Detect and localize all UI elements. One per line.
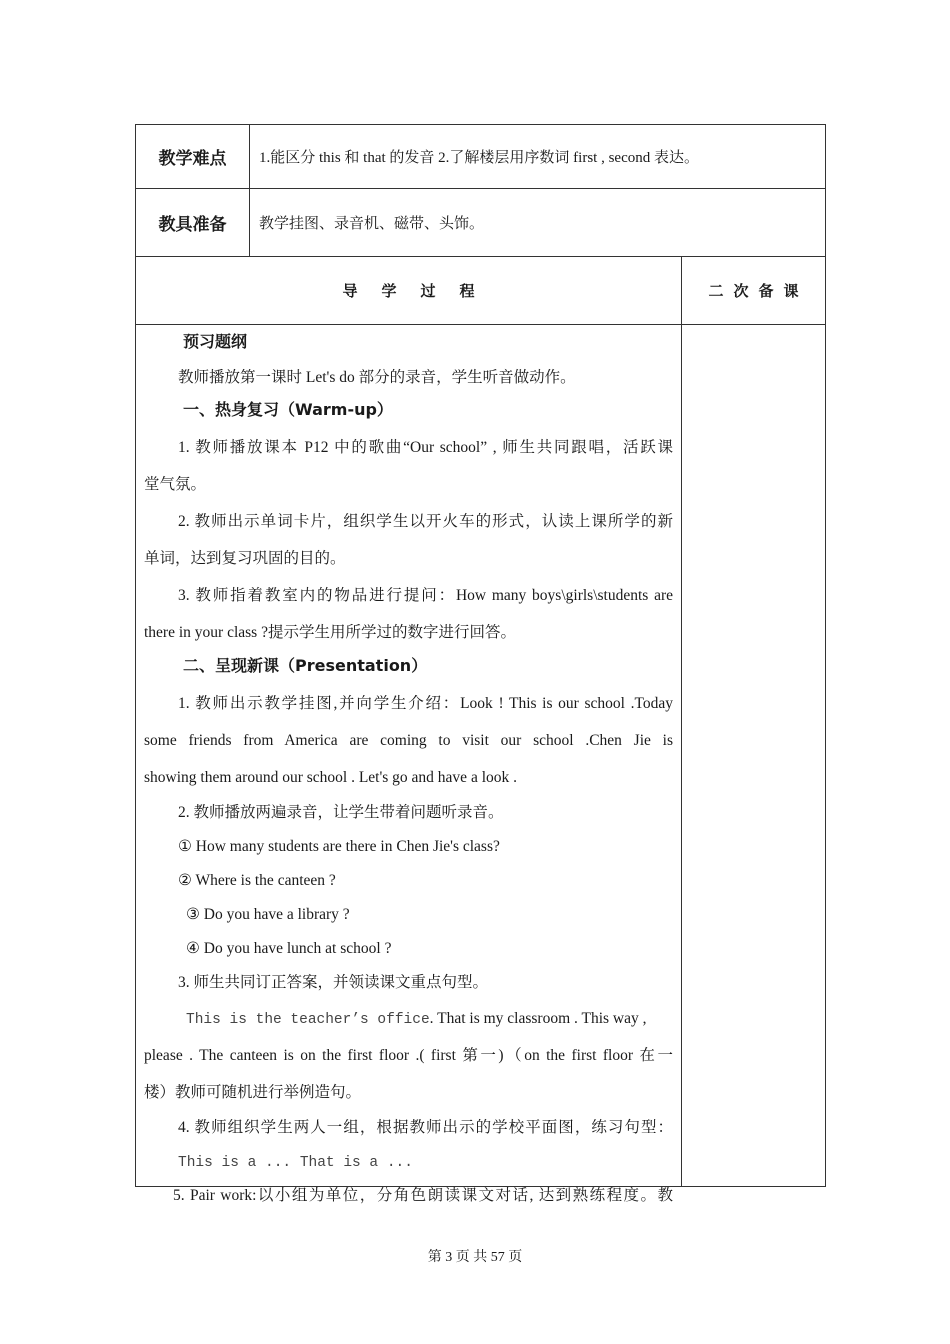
question-4: ④ Do you have lunch at school ? xyxy=(186,940,392,957)
presentation-item-1-cont2: showing them around our school . Let's go and have a look . xyxy=(144,769,517,786)
presentation-item-4: 4. 教师组织学生两人一组，根据教师出示的学校平面图，练习句型： xyxy=(178,1119,673,1136)
difficulty-value: 1.能区分 this 和 that 的发音 2.了解楼层用序数词 first , second 表达。 xyxy=(250,125,826,189)
presentation-item-5: 5. Pair work:以小组为单位，分角色朗读课文对话, 达到熟练程度。教 xyxy=(173,1187,673,1204)
key-sentence-rest: . That is my classroom . This way , xyxy=(429,1010,647,1027)
warmup-item-2: 2. 教师出示单词卡片，组织学生以开火车的形式，认读上课所学的新 xyxy=(178,513,673,530)
content-row xyxy=(136,325,826,1187)
warmup-item-3: 3. 教师指着教室内的物品进行提问：How many boys\girls\students are xyxy=(178,587,673,604)
warmup-item-3-cont: there in your class ?提示学生用所学过的数字进行回答。 xyxy=(144,624,516,641)
key-sentence-line xyxy=(144,1000,673,1037)
warmup-item-1-cont: 堂气氛。 xyxy=(144,476,207,493)
presentation-item-1: 1. 教师出示教学挂图,并向学生介绍：Look ! This is our school .Today xyxy=(178,695,673,712)
presentation-item-1-cont: some friends from America are coming to visit our school .Chen Jie is xyxy=(144,732,673,749)
key-sentence-cont: please . The canteen is on the first floor .( first 第一)（on the first floor 在一 xyxy=(144,1047,673,1064)
sentence-pattern xyxy=(144,1145,673,1179)
key-sentence-cont2: 楼）教师可随机进行举例造句。 xyxy=(144,1084,362,1101)
presentation-item-2: 2. 教师播放两遍录音，让学生带着问题听录音。 xyxy=(178,804,504,821)
difficulty-label: 教学难点 xyxy=(136,125,250,189)
question-3: ③ Do you have a library ? xyxy=(186,906,350,923)
second-prep-content xyxy=(682,325,826,1187)
difficulty-row xyxy=(136,125,826,189)
presentation-item-3: 3. 师生共同订正答案，并领读课文重点句型。 xyxy=(178,974,489,991)
materials-value: 教学挂图、录音机、磁带、头饰。 xyxy=(250,189,826,257)
presentation-title: 二、呈现新课（Presentation） xyxy=(183,656,428,675)
warmup-title: 一、热身复习（Warm-up） xyxy=(183,400,393,419)
question-1: ① How many students are there in Chen Jie's class? xyxy=(178,838,500,855)
materials-label: 教具准备 xyxy=(136,189,250,257)
lesson-plan-table xyxy=(135,124,826,1204)
page-number: 第 3 页 共 57 页 xyxy=(427,1250,523,1265)
warmup-item-2-cont: 单词，达到复习巩固的目的。 xyxy=(144,550,346,567)
question-2: ② Where is the canteen ? xyxy=(178,872,336,889)
key-sentence-mono: This is the teacher’s office xyxy=(186,1012,430,1028)
preview-title: 预习题纲 xyxy=(183,332,248,351)
process-header-row xyxy=(136,257,826,325)
sentence-pattern-text: This is a ... That is a ... xyxy=(178,1155,413,1171)
materials-row xyxy=(136,189,826,257)
second-prep-header: 二次备课 xyxy=(682,257,826,325)
guided-process-content xyxy=(136,325,682,1204)
warmup-item-1: 1. 教师播放课本 P12 中的歌曲“Our school” , 师生共同跟唱，活跃课 xyxy=(178,439,673,456)
preview-text: 教师播放第一课时 Let's do 部分的录音，学生听音做动作。 xyxy=(178,369,576,386)
process-header: 导学过程 xyxy=(136,257,682,325)
